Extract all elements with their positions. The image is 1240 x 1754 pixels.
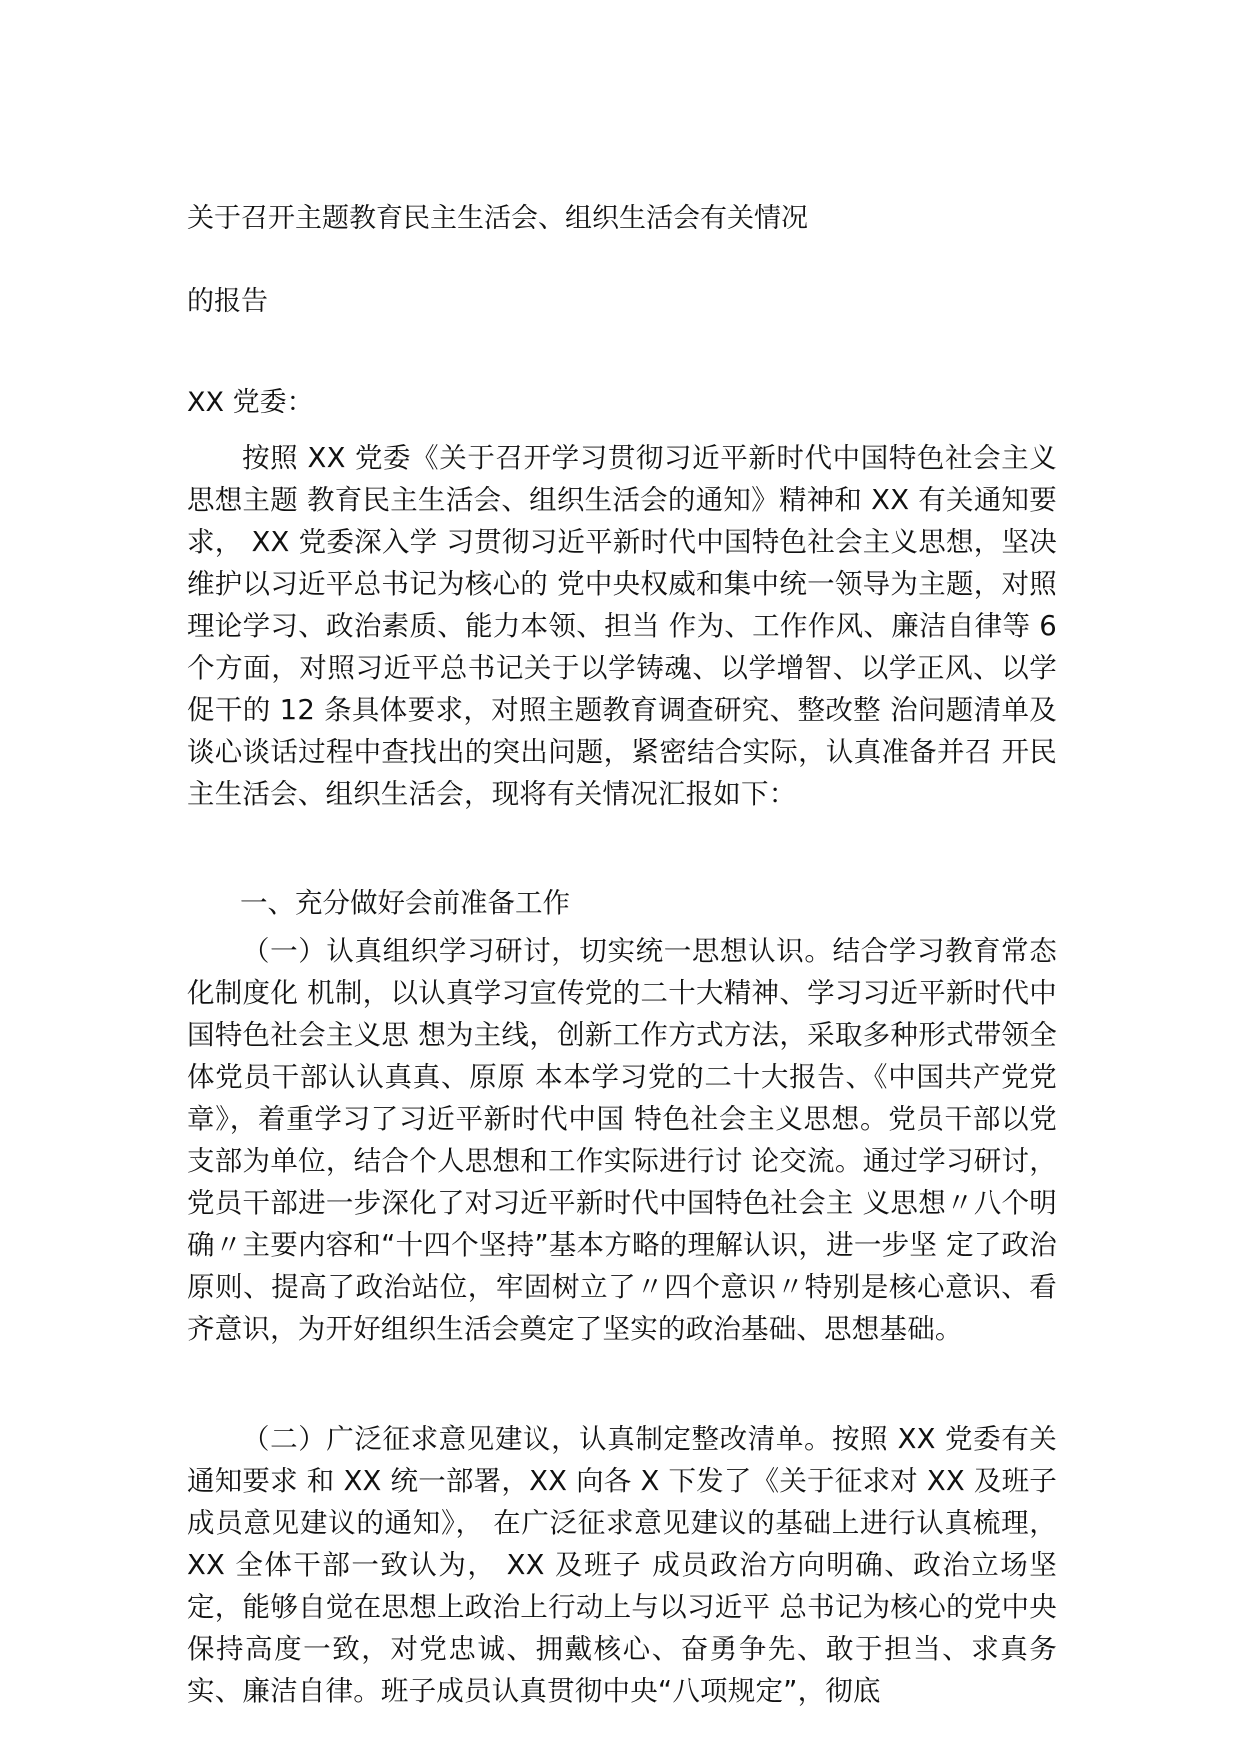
subsection-2-lead: （二）广泛征求意见建议，认真制定整改清单。 (242, 1423, 833, 1455)
subsection-1-body: 结合学习教育常态化制度化 机制，以认真学习宣传党的二十大精神、学习习近平新时代中国特色社会主义思 想为主线，创新工作方式方法，采取多种形式带领全体党员干部认认真真、原原 本本学习党的二十大报告、《中国共产党党章》，着重学习了习近平新时代中国 特色社会主义思想。党员干部以党支部为单位，结合个人思想和工作实际进行讨 论交流。通过学习研讨，党员干部进一步深化了对习近平新时代中国特色社会主 义思想〃八个明确〃主要内容和“十四个坚持”基本方略的理解认识，进一步坚 定了政治原则、提高了政治站位，牢固树立了〃四个意识〃特别是核心意识、看 齐意识，为开好组织生活会奠定了坚实的政治基础、思想基础。 (187, 935, 1057, 1345)
subsection-2-body: 按照 XX 党委有关通知要求 和 XX 统一部署，XX 向各 X 下发了《关于征求对 XX 及班子成员意见建议的通知》， 在广泛征求意见建议的基础上进行认真梳理， XX 全体干部一致认为， XX 及班子 成员政治方向明确、政治立场坚定，能够自觉在思想上政治上行动上与以习近平 总书记为核心的党中央保持高度一致，对党忠诚、拥戴核心、奋勇争先、敢于担当、求真务实、廉洁自律。班子成员认真贯彻中央“八项规定”，彻底 (187, 1423, 1057, 1707)
section-heading-1: 一、充分做好会前准备工作 (240, 887, 570, 919)
subsection-1-lead: （一）认真组织学习研讨，切实统一思想认识。 (242, 935, 833, 967)
salutation: XX 党委： (187, 387, 314, 418)
intro-paragraph: 按照 XX 党委《关于召开学习贯彻习近平新时代中国特色社会主义思想主题 教育民主生活会、组织生活会的通知》精神和 XX 有关通知要求， XX 党委深入学 习贯彻习近平新时代中国特色社会主义思想，坚决维护以习近平总书记为核心的 党中央权威和集中统一领导为主题，对照理论学习、政治素质、能力本领、担当 作为、工作作风、廉洁自律等 6 个方面，对照习近平总书记关于以学铸魂、以学增智、以学正风、以学促干的 12 条具体要求，对照主题教育调查研究、整改整 治问题清单及谈心谈话过程中查找出的突出问题，紧密结合实际，认真准备并召 开民主生活会、组织生活会，现将有关情况汇报如下： (187, 442, 1057, 810)
report-title-line-2: 的报告 (187, 286, 268, 317)
subsection-1-paragraph (187, 930, 1057, 1350)
subsection-2-paragraph (187, 1418, 1057, 1712)
report-title-line-1: 关于召开主题教育民主生活会、组织生活会有关情况 (187, 203, 808, 234)
